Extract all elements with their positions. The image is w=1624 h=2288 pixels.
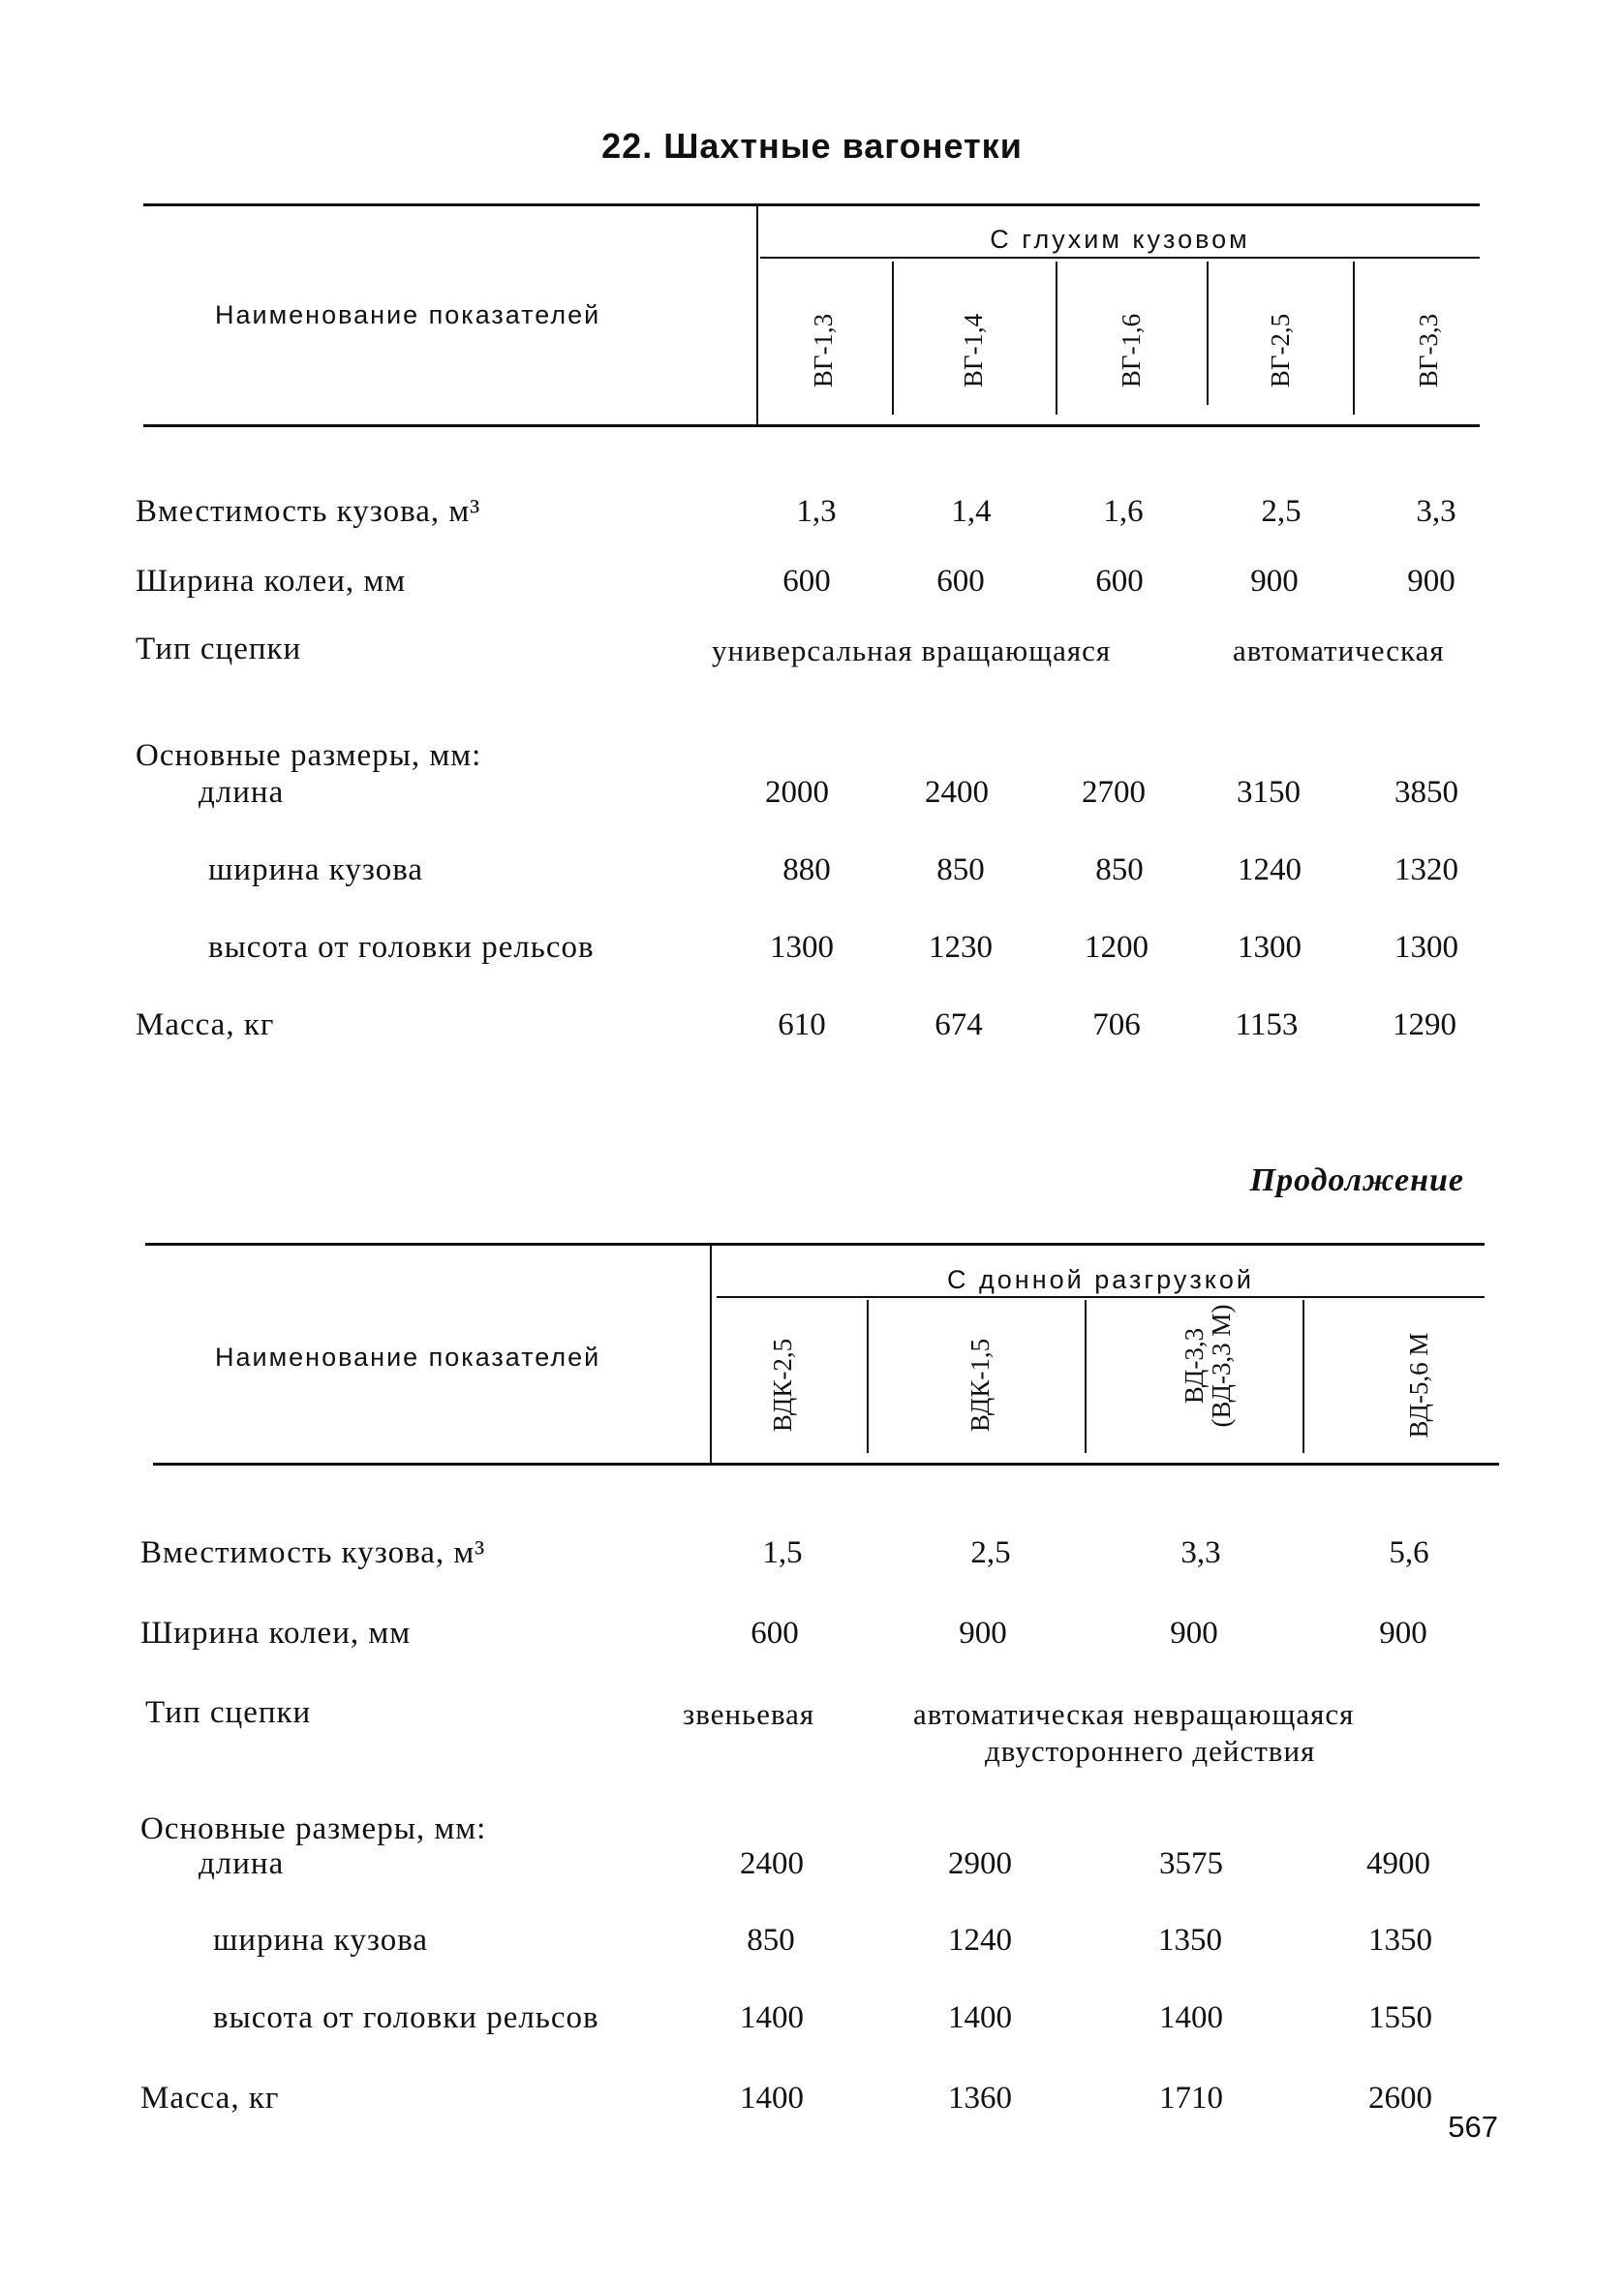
table-cell: 850: [1095, 852, 1144, 887]
table-cell: 1350: [1158, 1923, 1222, 1958]
table-cell: 1710: [1159, 2081, 1223, 2116]
table-cell: 3,3: [1180, 1535, 1221, 1570]
row-label: Вместимость кузова, м³: [136, 494, 481, 529]
table-cell: 1400: [740, 2000, 804, 2035]
table-1-col-head: ВГ-1,6: [1117, 313, 1146, 388]
row-label: ширина кузова: [213, 1923, 428, 1958]
table-1-col-head: ВГ-1,4: [959, 313, 988, 388]
table-cell: 850: [936, 852, 985, 887]
table-cell: 1550: [1368, 2000, 1432, 2035]
table-1-group-rule: [760, 257, 1480, 259]
table-cell: 600: [782, 564, 831, 599]
section-heading: Основные размеры, мм:: [136, 738, 482, 773]
table-2-top-rule: [145, 1243, 1485, 1246]
table-2-header-label: Наименование показателей: [215, 1343, 601, 1372]
table-2-vdivider: [867, 1300, 869, 1453]
table-cell: 674: [935, 1007, 983, 1042]
row-label: Тип сцепки: [145, 1695, 312, 1730]
table-cell-span: автоматическая: [1233, 634, 1445, 667]
table-2-vdivider: [1085, 1300, 1087, 1453]
table-cell: 600: [751, 1616, 799, 1651]
table-1-vdivider: [1056, 262, 1057, 415]
table-cell: 1400: [740, 2081, 804, 2116]
table-cell: 900: [959, 1616, 1007, 1651]
table-cell: 3,3: [1416, 494, 1456, 529]
table-cell: 1300: [1394, 930, 1458, 965]
table-2-col-head: ВДК-1,5: [965, 1338, 995, 1433]
table-2-col-head: ВД-3,3 (ВД-3,3 М): [1180, 1304, 1236, 1428]
table-2-vdivider: [710, 1245, 712, 1463]
table-cell: 1,5: [762, 1535, 803, 1570]
table-cell: 1300: [1238, 930, 1302, 965]
table-cell-span: автоматическая невращающаяся: [913, 1697, 1355, 1731]
table-cell: 2,5: [1261, 494, 1302, 529]
table-cell: 610: [778, 1007, 826, 1042]
table-1-vdivider: [1353, 262, 1355, 415]
table-cell: 880: [782, 852, 831, 887]
row-label: высота от головки рельсов: [213, 2000, 599, 2035]
table-cell: 900: [1170, 1616, 1218, 1651]
table-cell: 900: [1250, 564, 1299, 599]
table-cell: 1,6: [1103, 494, 1144, 529]
table-cell: 2600: [1368, 2081, 1432, 2116]
table-1-col-head: ВГ-3,3: [1414, 313, 1443, 388]
table-cell: 2000: [765, 775, 829, 810]
table-cell: 900: [1379, 1616, 1427, 1651]
table-cell: 1230: [929, 930, 993, 965]
table-2-group-label: С донной разгрузкой: [947, 1265, 1254, 1294]
table-cell: 1290: [1393, 1007, 1456, 1042]
table-cell: 900: [1407, 564, 1455, 599]
table-cell: 600: [936, 564, 985, 599]
table-1-col-head: ВГ-2,5: [1266, 313, 1295, 388]
table-cell: 1,3: [796, 494, 837, 529]
row-label: Масса, кг: [140, 2081, 280, 2116]
table-cell: 1320: [1394, 852, 1458, 887]
page-number: 567: [1448, 2110, 1498, 2144]
table-1-vdivider: [756, 205, 758, 424]
table-cell: 3150: [1237, 775, 1301, 810]
table-cell: 4900: [1366, 1846, 1430, 1881]
table-cell-span: универсальная вращающаяся: [712, 634, 1112, 667]
table-cell: 3575: [1159, 1846, 1223, 1881]
table-cell: 2,5: [970, 1535, 1011, 1570]
row-label: Тип сцепки: [136, 632, 302, 666]
table-cell: 1400: [1159, 2000, 1223, 2035]
table-cell: 3850: [1394, 775, 1458, 810]
table-1-header-bottom-rule: [143, 424, 1480, 427]
table-1-header-label: Наименование показателей: [215, 300, 601, 329]
row-label: длина: [199, 775, 285, 810]
table-2-vdivider: [1302, 1300, 1304, 1453]
page-title: 22. Шахтные вагонетки: [601, 126, 1023, 166]
table-cell: 2700: [1082, 775, 1146, 810]
table-2-group-rule: [717, 1296, 1485, 1298]
table-1-top-rule: [143, 203, 1480, 206]
table-cell-span: звеньевая: [683, 1697, 815, 1731]
table-cell: 1240: [1238, 852, 1302, 887]
table-cell: 2900: [948, 1846, 1012, 1881]
row-label: длина: [199, 1846, 285, 1881]
table-cell: 1,4: [951, 494, 992, 529]
row-label: высота от головки рельсов: [208, 930, 595, 965]
table-cell: 5,6: [1389, 1535, 1429, 1570]
table-cell: 1200: [1085, 930, 1149, 965]
table-cell: 1400: [948, 2000, 1012, 2035]
table-2-col-head: ВДК-2,5: [768, 1338, 797, 1433]
table-cell: 600: [1095, 564, 1144, 599]
continuation-label: Продолжение: [1249, 1162, 1464, 1198]
table-1-vdivider: [1207, 262, 1209, 405]
table-2-col-head: ВД-5,6 М: [1404, 1332, 1433, 1438]
row-label: Ширина колеи, мм: [136, 564, 407, 599]
table-1-group-label: С глухим кузовом: [990, 225, 1250, 254]
table-cell: 850: [747, 1923, 795, 1958]
row-label: ширина кузова: [208, 852, 423, 887]
table-1-col-head: ВГ-1,3: [809, 313, 838, 388]
table-cell: 1240: [948, 1923, 1012, 1958]
table-cell: 1153: [1235, 1007, 1299, 1042]
row-label: Масса, кг: [136, 1007, 275, 1042]
row-label: Вместимость кузова, м³: [140, 1535, 486, 1570]
table-cell: 1360: [948, 2081, 1012, 2116]
table-cell: 1350: [1368, 1923, 1432, 1958]
table-2-header-bottom-rule: [153, 1463, 1499, 1466]
section-heading: Основные размеры, мм:: [140, 1811, 487, 1846]
table-cell: 706: [1092, 1007, 1141, 1042]
table-cell-span: двустороннего действия: [985, 1734, 1316, 1768]
table-cell: 2400: [740, 1846, 804, 1881]
table-cell: 2400: [925, 775, 989, 810]
row-label: Ширина колеи, мм: [140, 1616, 412, 1651]
table-1-vdivider: [892, 262, 894, 415]
table-cell: 1300: [770, 930, 834, 965]
